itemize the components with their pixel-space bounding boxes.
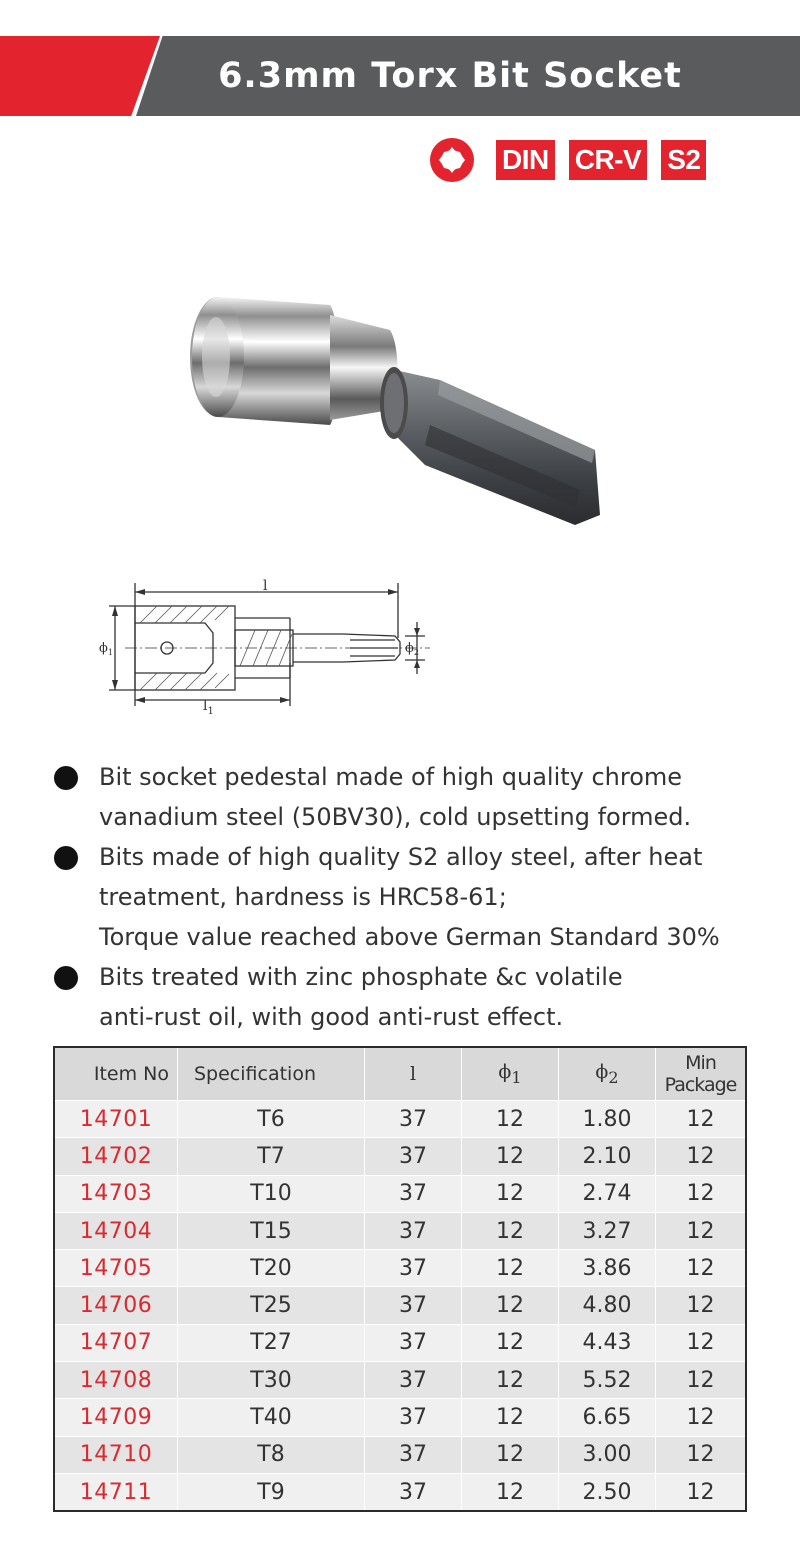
col-min-package: Min Package (656, 1047, 747, 1101)
phi1-cell: 12 (462, 1250, 559, 1287)
phi2-cell: 6.65 (559, 1399, 656, 1436)
banner-red-accent (0, 36, 160, 116)
din-badge: DIN (496, 140, 555, 180)
min-package-cell: 12 (656, 1138, 747, 1175)
l-cell: 37 (365, 1138, 462, 1175)
feature-item: Bit socket pedestal made of high quality chrome vanadium steel (50BV30), cold upsetting formed. (52, 757, 772, 837)
table-row (54, 1362, 746, 1399)
table-row (54, 1436, 746, 1473)
specification-cell: T30 (178, 1362, 365, 1399)
item-no-cell: 14707 (54, 1324, 178, 1361)
l-cell: 37 (365, 1399, 462, 1436)
col-phi1: $\phi_1$ (462, 1047, 559, 1101)
l-cell: 37 (365, 1287, 462, 1324)
phi2-cell: 3.27 (559, 1212, 656, 1249)
table-row (54, 1101, 746, 1138)
min-package-cell: 12 (656, 1362, 747, 1399)
bullet-icon (54, 846, 78, 870)
specification-cell: T8 (178, 1436, 365, 1473)
technical-drawing (95, 578, 435, 718)
item-no-cell: 14710 (54, 1436, 178, 1473)
item-no-cell: 14705 (54, 1250, 178, 1287)
feature-item: Bits made of high quality S2 alloy steel, after heat treatment, hardness is HRC58-61; Torque value reached above German Standard 30% (52, 837, 772, 957)
item-no-cell: 14702 (54, 1138, 178, 1175)
l-cell: 37 (365, 1436, 462, 1473)
phi1-cell: 12 (462, 1473, 559, 1511)
phi2-cell: 1.80 (559, 1101, 656, 1138)
phi2-cell: 2.50 (559, 1473, 656, 1511)
table-row (54, 1250, 746, 1287)
specification-cell: T15 (178, 1212, 365, 1249)
phi2-cell: 3.00 (559, 1436, 656, 1473)
specification-cell: T10 (178, 1175, 365, 1212)
min-package-cell: 12 (656, 1101, 747, 1138)
crv-badge: CR-V (569, 140, 647, 180)
table-header-row (54, 1047, 746, 1101)
spec-table (53, 1046, 747, 1512)
phi2-cell: 2.10 (559, 1138, 656, 1175)
item-no-cell: 14703 (54, 1175, 178, 1212)
item-no-cell: 14711 (54, 1473, 178, 1511)
l-cell: 37 (365, 1473, 462, 1511)
phi1-cell: 12 (462, 1101, 559, 1138)
min-package-cell: 12 (656, 1212, 747, 1249)
phi2-cell: 4.43 (559, 1324, 656, 1361)
l-cell: 37 (365, 1175, 462, 1212)
specification-cell: T25 (178, 1287, 365, 1324)
phi1-cell: 12 (462, 1138, 559, 1175)
specification-cell: T6 (178, 1101, 365, 1138)
feature-item: Bits treated with zinc phosphate &c volatile anti-rust oil, with good anti-rust effect. (52, 957, 772, 1037)
item-no-cell: 14709 (54, 1399, 178, 1436)
l-cell: 37 (365, 1324, 462, 1361)
table-row (54, 1175, 746, 1212)
bullet-icon (54, 966, 78, 990)
bullet-icon (54, 766, 78, 790)
table-row (54, 1324, 746, 1361)
feature-list (52, 757, 772, 1037)
dim-l1-label: $l_1$ (203, 698, 214, 717)
specification-cell: T27 (178, 1324, 365, 1361)
item-no-cell: 14708 (54, 1362, 178, 1399)
table-row (54, 1287, 746, 1324)
table-row (54, 1473, 746, 1511)
phi1-cell: 12 (462, 1399, 559, 1436)
title-banner (0, 36, 800, 116)
l-cell: 37 (365, 1212, 462, 1249)
col-phi2: $\phi_2$ (559, 1047, 656, 1101)
phi1-cell: 12 (462, 1324, 559, 1361)
table-row (54, 1399, 746, 1436)
l-cell: 37 (365, 1250, 462, 1287)
specification-cell: T9 (178, 1473, 365, 1511)
min-package-cell: 12 (656, 1399, 747, 1436)
dim-l-label: l (263, 578, 268, 594)
min-package-cell: 12 (656, 1287, 747, 1324)
table-body (54, 1101, 746, 1512)
specification-cell: T20 (178, 1250, 365, 1287)
dim-phi2-label: $\phi_2$ (405, 641, 419, 657)
phi2-cell: 5.52 (559, 1362, 656, 1399)
phi2-cell: 2.74 (559, 1175, 656, 1212)
phi1-cell: 12 (462, 1287, 559, 1324)
specification-cell: T40 (178, 1399, 365, 1436)
phi2-cell: 3.86 (559, 1250, 656, 1287)
table-row (54, 1138, 746, 1175)
table-row (54, 1212, 746, 1249)
min-package-cell: 12 (656, 1250, 747, 1287)
col-item-no: Item No (54, 1047, 178, 1101)
l-cell: 37 (365, 1362, 462, 1399)
phi1-cell: 12 (462, 1436, 559, 1473)
min-package-cell: 12 (656, 1473, 747, 1511)
torx-star-icon (430, 138, 474, 182)
min-package-cell: 12 (656, 1175, 747, 1212)
item-no-cell: 14701 (54, 1101, 178, 1138)
phi1-cell: 12 (462, 1212, 559, 1249)
dim-phi1-label: $\phi_1$ (99, 641, 113, 657)
feature-badges (430, 138, 720, 182)
s2-badge: S2 (661, 140, 706, 180)
col-specification: Specification (178, 1047, 365, 1101)
min-package-cell: 12 (656, 1436, 747, 1473)
page-title: 6.3mm Torx Bit Socket (218, 56, 682, 96)
l-cell: 37 (365, 1101, 462, 1138)
item-no-cell: 14706 (54, 1287, 178, 1324)
specification-cell: T7 (178, 1138, 365, 1175)
phi1-cell: 12 (462, 1175, 559, 1212)
bit-socket-product-image (180, 285, 640, 545)
col-l: l (365, 1047, 462, 1101)
phi1-cell: 12 (462, 1362, 559, 1399)
min-package-cell: 12 (656, 1324, 747, 1361)
phi2-cell: 4.80 (559, 1287, 656, 1324)
item-no-cell: 14704 (54, 1212, 178, 1249)
